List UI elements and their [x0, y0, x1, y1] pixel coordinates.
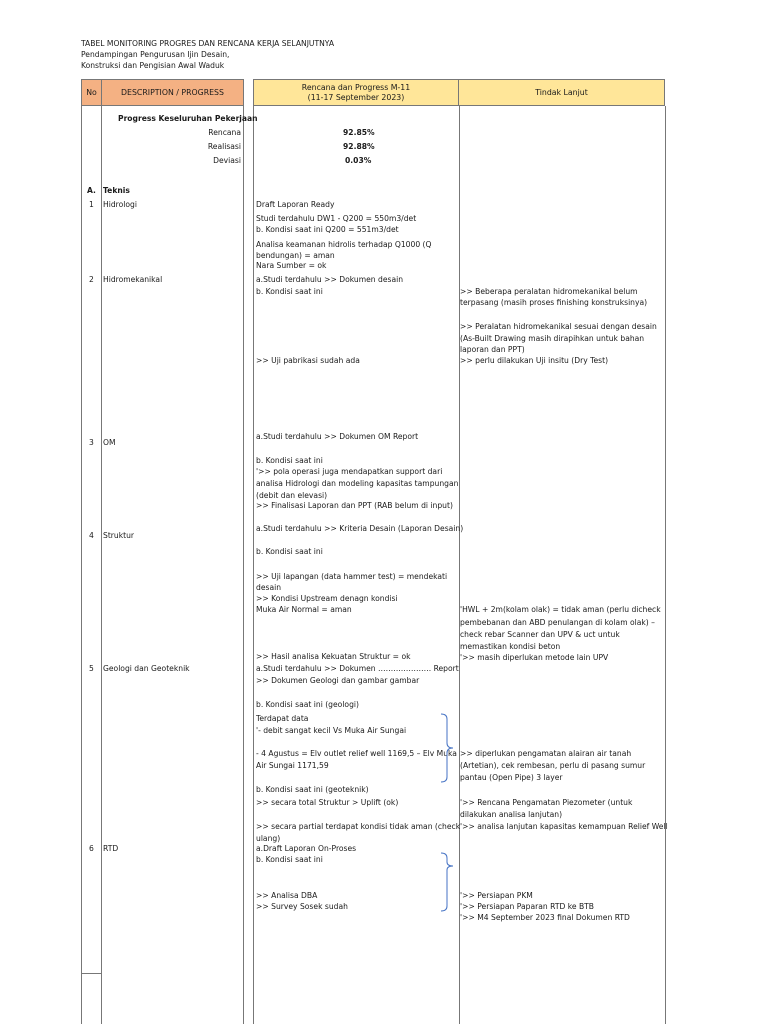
geologi-line: ulang)	[256, 834, 281, 843]
progress-realisasi-label: Realisasi	[207, 142, 241, 151]
rtd-line: >> Survey Sosek sudah	[256, 902, 348, 911]
progress-rencana-label: Rencana	[208, 128, 241, 137]
hidromekanikal-tindak: laporan dan PPT)	[460, 345, 525, 354]
geologi-line: >> secara total Struktur > Uplift (ok)	[256, 798, 399, 807]
hidromekanikal-line: a.Studi terdahulu >> Dokumen desain	[256, 275, 404, 284]
struktur-line: >> Kondisi Upstream denagn kondisi	[256, 594, 398, 603]
item-number: 4	[89, 531, 94, 540]
header-description-label: DESCRIPTION / PROGRESS	[121, 87, 224, 97]
geologi-line: Air Sungai 1171,59	[256, 761, 329, 770]
item-number: 3	[89, 438, 94, 447]
struktur-line: >> Uji lapangan (data hammer test) = mendekati	[256, 572, 448, 581]
item-number: 2	[89, 275, 94, 284]
hidromekanikal-tindak: terpasang (masih proses finishing konstruksinya)	[460, 298, 648, 307]
geologi-tindak: >> diperlukan pengamatan alairan air tanah	[460, 749, 632, 758]
item-number: 1	[89, 200, 94, 209]
hidrologi-line: bendungan) = aman	[256, 251, 335, 260]
rtd-line: b. Kondisi saat ini	[256, 855, 323, 864]
grid-line-left	[81, 106, 82, 1024]
hidrologi-line: Draft Laporan Ready	[256, 200, 335, 209]
hidromekanikal-tindak: >> perlu dilakukan Uji insitu (Dry Test)	[460, 356, 609, 365]
geologi-line: b. Kondisi saat ini (geoteknik)	[256, 785, 369, 794]
header-no-label: No	[86, 87, 97, 97]
grid-line-rencana-right	[459, 106, 460, 1024]
item-name-hidrologi: Hidrologi	[103, 200, 137, 209]
header-no	[81, 79, 102, 106]
document-subtitle-1: Pendampingan Pengurusan Ijin Desain,	[81, 50, 230, 59]
om-line: (debit dan elevasi)	[256, 491, 328, 500]
struktur-tindak: '>> masih diperlukan metode lain UPV	[460, 653, 609, 662]
struktur-line: desain	[256, 583, 282, 592]
hidromekanikal-line: >> Uji pabrikasi sudah ada	[256, 356, 360, 365]
item-name-struktur: Struktur	[103, 531, 135, 540]
hidromekanikal-tindak: (As-Built Drawing masih dirapihkan untuk bahan	[460, 334, 645, 343]
header-rencana	[253, 79, 459, 106]
document-subtitle-2: Konstruksi dan Pengisian Awal Waduk	[81, 61, 225, 70]
item-number: 5	[89, 664, 94, 673]
om-line: a.Studi terdahulu >> Dokumen OM Report	[256, 432, 419, 441]
grid-line-rencana-left	[253, 106, 254, 1024]
section-title: Teknis	[103, 186, 130, 195]
geologi-tindak: pantau (Open Pipe) 3 layer	[460, 773, 563, 782]
struktur-tindak: check rebar Scanner dan UPV & uct untuk	[460, 630, 620, 639]
hidrologi-line: b. Kondisi saat ini Q200 = 551m3/det	[256, 225, 399, 234]
rtd-tindak: '>> Persiapan PKM	[460, 891, 533, 900]
progress-deviasi-value: 0.03%	[345, 156, 372, 165]
struktur-line: b. Kondisi saat ini	[256, 547, 323, 556]
rtd-tindak: '>> M4 September 2023 final Dokumen RTD	[460, 913, 630, 922]
om-line: analisa Hidrologi dan modeling kapasitas tampungan	[256, 479, 459, 488]
struktur-tindak: memastikan kondisi beton	[460, 642, 561, 651]
geologi-line: b. Kondisi saat ini (geologi)	[256, 700, 359, 709]
hidromekanikal-tindak: >> Peralatan hidromekanikal sesuai dengan desain	[460, 322, 657, 331]
header-rencana-line2: (11-17 September 2023)	[307, 92, 405, 102]
geologi-tindak: dilakukan analisa lanjutan)	[460, 810, 563, 819]
grid-line-right	[665, 106, 666, 1024]
table-bottom-line	[81, 973, 101, 974]
rtd-line: >> Analisa DBA	[256, 891, 318, 900]
hidromekanikal-tindak: >> Beberapa peralatan hidromekanikal belum	[460, 287, 638, 296]
progress-deviasi-label: Deviasi	[213, 156, 241, 165]
om-line: b. Kondisi saat ini	[256, 456, 323, 465]
header-tindak-lanjut	[459, 79, 665, 106]
section-letter: A.	[87, 186, 96, 195]
om-line: '>> pola operasi juga mendapatkan support dari	[256, 467, 443, 476]
item-number: 6	[89, 844, 94, 853]
om-line: >> Finalisasi Laporan dan PPT (RAB belum di input)	[256, 501, 453, 510]
geologi-line: '- debit sangat kecil Vs Muka Air Sungai	[256, 726, 407, 735]
geologi-line: a.Studi terdahulu >> Dokumen ………………… Report	[256, 664, 459, 673]
geologi-line: >> Dokumen Geologi dan gambar gambar	[256, 676, 420, 685]
struktur-line: >> Hasil analisa Kekuatan Struktur = ok	[256, 652, 411, 661]
header-rencana-line1: Rencana dan Progress M-11	[301, 82, 411, 92]
item-name-rtd: RTD	[103, 844, 119, 853]
item-name-hidromekanikal: Hidromekanikal	[103, 275, 163, 284]
geologi-line: >> secara partial terdapat kondisi tidak aman (check	[256, 822, 461, 831]
header-description	[102, 79, 244, 106]
brace-geologi	[439, 713, 455, 783]
struktur-line: Muka Air Normal = aman	[256, 605, 352, 614]
hidromekanikal-line: b. Kondisi saat ini	[256, 287, 323, 296]
struktur-tindak: 'HWL + 2m(kolam olak) = tidak aman (perlu dicheck	[460, 605, 661, 614]
header-tindak-label: Tindak Lanjut	[535, 87, 588, 97]
rtd-tindak: '>> Persiapan Paparan RTD ke BTB	[460, 902, 595, 911]
geologi-tindak: '>> Rencana Pengamatan Piezometer (untuk	[460, 798, 633, 807]
document-title: TABEL MONITORING PROGRES DAN RENCANA KERJA SELANJUTNYA	[81, 39, 335, 48]
grid-line-no	[101, 106, 102, 1024]
geologi-line: Terdapat data	[256, 714, 309, 723]
item-name-geologi: Geologi dan Geoteknik	[103, 664, 190, 673]
progress-realisasi-value: 92.88%	[343, 142, 375, 151]
progress-title: Progress Keseluruhan Pekerjaan	[118, 114, 258, 123]
struktur-line: a.Studi terdahulu >> Kriteria Desain (Laporan Desain)	[256, 524, 464, 533]
grid-line-description	[243, 106, 244, 1024]
hidrologi-line: Nara Sumber = ok	[256, 261, 327, 270]
hidrologi-line: Studi terdahulu DW1 - Q200 = 550m3/det	[256, 214, 417, 223]
struktur-tindak: pembebanan dan ABD penulangan di kolam olak) –	[460, 618, 655, 627]
hidrologi-line: Analisa keamanan hidrolis terhadap Q1000 (Q	[256, 240, 432, 249]
progress-rencana-value: 92.85%	[343, 128, 375, 137]
geologi-tindak: '>> analisa lanjutan kapasitas kemampuan Relief Well	[460, 822, 668, 831]
geologi-line: - 4 Agustus = Elv outlet relief well 1169,5 – Elv Muka	[256, 749, 457, 758]
item-name-om: OM	[103, 438, 116, 447]
brace-rtd	[439, 852, 455, 912]
geologi-tindak: (Artetian), cek rembesan, perlu di pasang sumur	[460, 761, 646, 770]
rtd-line: a.Draft Laporan On-Proses	[256, 844, 357, 853]
